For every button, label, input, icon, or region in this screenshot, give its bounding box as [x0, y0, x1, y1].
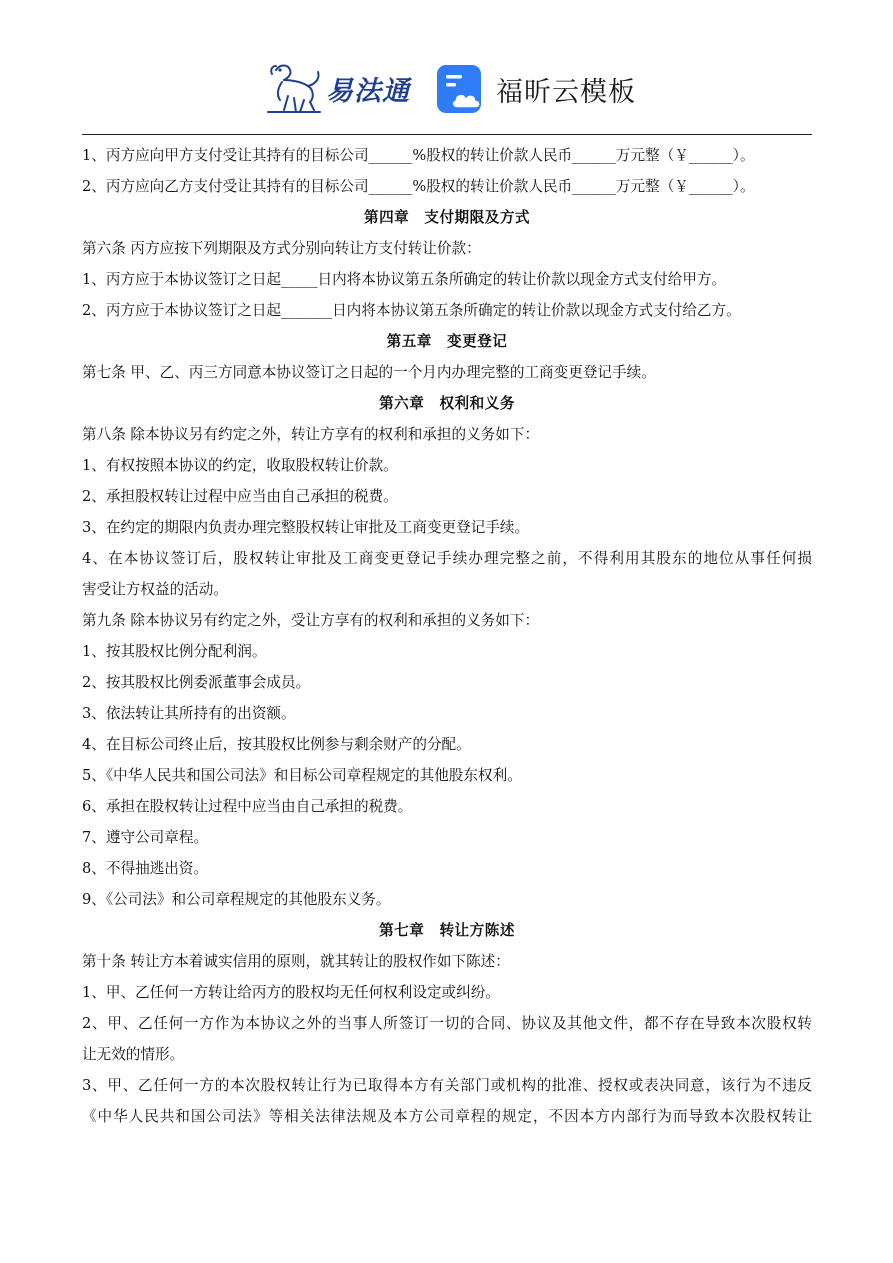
article-7: 第七条 甲、乙、丙三方同意本协议签订之日起的一个月内办理完整的工商变更登记手续。 — [82, 364, 656, 381]
article-6-item-2: 2、丙方应于本协议签订之日起_______日内将本协议第五条所确定的转让价款以现金方式支付给乙方。 — [82, 302, 741, 319]
article-9-item-2: 2、按其股权比例委派董事会成员。 — [82, 674, 311, 691]
payment-clause-1: 1、丙方应向甲方支付受让其持有的目标公司______%股权的转让价款人民币______万元整（￥______）。 — [82, 147, 755, 164]
article-9-item-9: 9、《公司法》和公司章程规定的其他股东义务。 — [82, 891, 391, 908]
cloud-document-icon — [436, 64, 486, 114]
article-8-item-4-cont: 害受让方权益的活动。 — [82, 581, 228, 598]
article-10-item-2-cont: 让无效的情形。 — [82, 1046, 185, 1063]
article-8-item-1: 1、有权按照本协议的约定，收取股权转让价款。 — [82, 457, 398, 474]
yifatong-logo — [262, 56, 412, 120]
article-10-item-1: 1、甲、乙任何一方转让给丙方的股权均无任何权利设定或纠纷。 — [82, 984, 500, 1001]
article-9: 第九条 除本协议另有约定之外，受让方享有的权利和承担的义务如下： — [82, 612, 540, 629]
article-9-item-6: 6、承担在股权转让过程中应当由自己承担的税费。 — [82, 798, 413, 815]
fuxin-logo — [436, 62, 636, 116]
logo-left-text: 易法通 — [326, 75, 410, 107]
chapter-7-heading: 第七章 转让方陈述 — [379, 922, 515, 939]
article-10-item-3: 3、甲、乙任何一方的本次股权转让行为已取得本方有关部门或机构的批准、授权或表决同意，该行为不违反 — [82, 1077, 812, 1094]
article-9-item-5: 5、《中华人民共和国公司法》和目标公司章程规定的其他股东权利。 — [82, 767, 522, 784]
article-9-item-1: 1、按其股权比例分配利润。 — [82, 643, 267, 660]
article-9-item-7: 7、遵守公司章程。 — [82, 829, 209, 846]
article-6-item-1: 1、丙方应于本协议签订之日起_____日内将本协议第五条所确定的转让价款以现金方式支付给甲方。 — [82, 271, 727, 288]
article-10: 第十条 转让方本着诚实信用的原则，就其转让的股权作如下陈述： — [82, 953, 510, 970]
document-body — [82, 140, 812, 1132]
article-8-item-2: 2、承担股权转让过程中应当由自己承担的税费。 — [82, 488, 398, 505]
article-9-item-3: 3、依法转让其所持有的出资额。 — [82, 705, 296, 722]
article-9-item-4: 4、在目标公司终止后，按其股权比例参与剩余财产的分配。 — [82, 736, 471, 753]
page-header — [0, 56, 893, 126]
article-8: 第八条 除本协议另有约定之外，转让方享有的权利和承担的义务如下： — [82, 426, 540, 443]
article-6: 第六条 丙方应按下列期限及方式分别向转让方支付转让价款： — [82, 240, 481, 257]
logo-right-text: 福昕云模板 — [496, 76, 636, 108]
payment-clause-2: 2、丙方应向乙方支付受让其持有的目标公司______%股权的转让价款人民币______万元整（￥______）。 — [82, 178, 755, 195]
article-9-item-8: 8、不得抽逃出资。 — [82, 860, 209, 877]
header-divider — [82, 134, 812, 135]
article-10-item-2: 2、甲、乙任何一方作为本协议之外的当事人所签订一切的合同、协议及其他文件，都不存在导致本次股权转 — [82, 1015, 812, 1032]
article-10-item-3-cont: 《中华人民共和国公司法》等相关法律法规及本方公司章程的规定，不因本方内部行为而导致本次股权转让 — [82, 1108, 812, 1125]
chapter-5-heading: 第五章 变更登记 — [386, 333, 508, 350]
article-8-item-4: 4、在本协议签订后，股权转让审批及工商变更登记手续办理完整之前，不得利用其股东的地位从事任何损 — [82, 550, 812, 567]
horse-icon — [262, 58, 324, 118]
article-8-item-3: 3、在约定的期限内负责办理完整股权转让审批及工商变更登记手续。 — [82, 519, 530, 536]
chapter-4-heading: 第四章 支付期限及方式 — [363, 209, 531, 226]
chapter-6-heading: 第六章 权利和义务 — [379, 395, 515, 412]
